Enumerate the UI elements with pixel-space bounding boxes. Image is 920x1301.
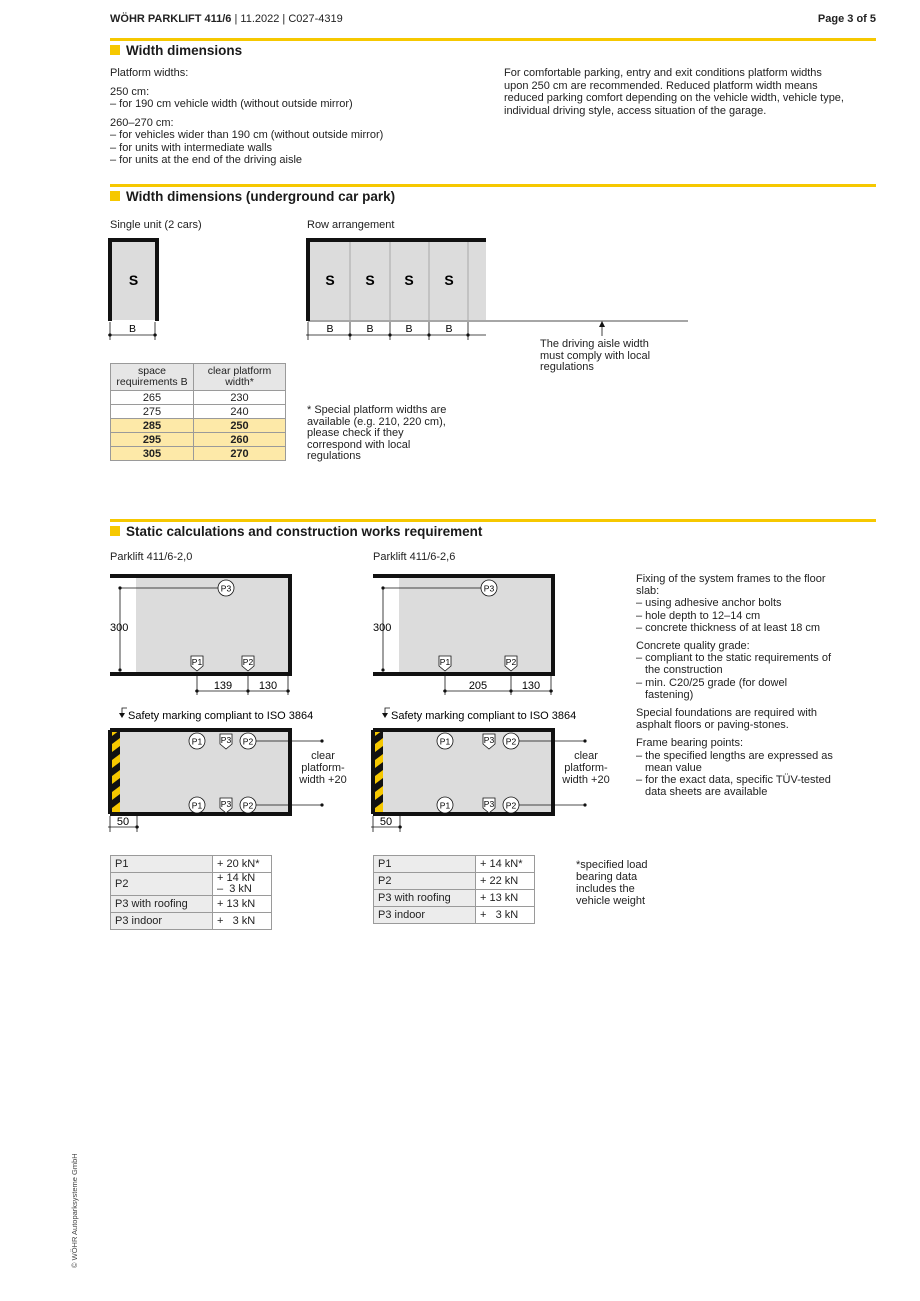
cell-platform-width: 260 (194, 433, 286, 447)
load-point: P3 indoor (374, 907, 476, 924)
table-row (111, 419, 286, 433)
table-row (374, 890, 535, 907)
section-title-underground (110, 189, 395, 204)
load-value: + 3 kN (476, 907, 535, 924)
header-page-number: Page 3 of 5 (817, 13, 876, 25)
dim-50: 50 (379, 816, 393, 828)
load-value: + 20 kN* (213, 856, 272, 873)
load-point: P2 (374, 873, 476, 890)
variant-b-label: Parklift 411/6-2,6 (373, 551, 456, 563)
fixing-notes (636, 573, 836, 798)
table-row (111, 447, 286, 461)
safety-label: Safety marking compliant to ISO 3864 (391, 710, 577, 722)
table-row (111, 405, 286, 419)
space-requirements-table (110, 363, 286, 461)
w250-title: 250 cm: (110, 85, 150, 98)
cell-platform-width: 270 (194, 447, 286, 461)
p3-label: P3 (220, 735, 232, 745)
fixing-title: Fixing of the system frames to the floor slab: (636, 573, 826, 598)
p2-label: P2 (242, 736, 254, 747)
p1-label: P1 (191, 657, 203, 667)
section-title-text: Width dimensions (underground car park) (126, 189, 396, 204)
platform-widths-block (110, 67, 490, 167)
load-value: + 14 kN* (476, 856, 535, 873)
row-arrangement-label: Row arrangement (307, 219, 395, 231)
p3-label: P3 (483, 799, 495, 809)
b-label: B (128, 323, 137, 335)
b-label: B (445, 323, 453, 335)
load-point: P2 (111, 873, 213, 896)
b-label: B (405, 323, 413, 335)
static-diagram-b (369, 570, 619, 840)
dim-1: 205 (468, 680, 488, 692)
p3-label: P3 (483, 583, 495, 594)
dim-height: 300 (110, 622, 129, 634)
row-arrangement-drawing (306, 240, 688, 340)
b-label: B (366, 323, 374, 335)
bearing-title: Frame bearing points: (636, 737, 743, 750)
safety-label: Safety marking compliant to ISO 3864 (128, 710, 314, 722)
load-table-a (110, 855, 272, 930)
w250-item: – for 190 cm vehicle width (without outside mirror) (110, 98, 353, 110)
b-label: B (326, 323, 334, 335)
concrete-item: – compliant to the static requirements of the construction (636, 652, 832, 677)
p1-label: P1 (191, 800, 203, 811)
header-product: WÖHR PARKLIFT 411/6 (110, 13, 232, 25)
load-point: P1 (374, 856, 476, 873)
clear-width-label-b: clear platform- width +20 (562, 750, 610, 786)
w260-title: 260–270 cm: (110, 116, 174, 129)
p2-label: P2 (242, 800, 254, 811)
p2-label: P2 (242, 657, 254, 667)
special-widths-note: * Special platform widths are available (e.g. 210, 220 cm), please check if they correspond with local regulations (307, 404, 447, 462)
copyright: © WÖHR Autoparksysteme GmbH (70, 1153, 79, 1268)
table-row (111, 873, 272, 896)
fixing-item: – using adhesive anchor bolts (636, 597, 782, 610)
cell-space-requirement: 295 (111, 433, 194, 447)
table-row (374, 856, 535, 873)
s-label: S (444, 272, 454, 288)
p3-label: P3 (220, 799, 232, 809)
w260-item: – for units with intermediate walls (110, 141, 273, 154)
dim-height: 300 (373, 622, 392, 634)
load-table-b (373, 855, 535, 924)
table-row (111, 913, 272, 930)
table-header-width: clear platform width* (194, 364, 286, 391)
header-doc-id (110, 13, 343, 25)
table-row (374, 907, 535, 924)
p1-label: P1 (439, 736, 451, 747)
header-meta: | 11.2022 | C027-4319 (231, 13, 343, 25)
load-value: + 3 kN (213, 913, 272, 930)
table-row (111, 856, 272, 873)
fixing-item: – hole depth to 12–14 cm (636, 609, 761, 622)
cell-space-requirement: 265 (111, 391, 194, 405)
dim-1: 139 (213, 680, 233, 692)
single-unit-drawing (108, 240, 157, 340)
load-point: P1 (111, 856, 213, 873)
load-point: P3 with roofing (374, 890, 476, 907)
p3-label: P3 (220, 583, 232, 594)
page-header (110, 13, 876, 29)
clear-width-label-a: clear platform- width +20 (299, 750, 347, 786)
section-title-width (110, 43, 242, 58)
s-label: S (128, 272, 139, 288)
section-title-text: Static calculations and construction works requirement (126, 524, 483, 539)
fixing-item: – concrete thickness of at least 18 cm (636, 621, 821, 634)
load-point: P3 with roofing (111, 896, 213, 913)
dim-2: 130 (258, 680, 278, 692)
s-label: S (404, 272, 414, 288)
concrete-item: – min. C20/25 grade (for dowel fastening) (636, 676, 788, 701)
p1-label: P1 (439, 800, 451, 811)
w260-item: – for vehicles wider than 190 cm (without outside mirror) (110, 129, 384, 141)
cell-platform-width: 250 (194, 419, 286, 433)
p2-label: P2 (505, 800, 517, 811)
variant-a-label: Parklift 411/6-2,0 (110, 551, 193, 563)
table-header-b: space requirements B (111, 364, 194, 391)
underground-diagram (100, 230, 700, 350)
bearing-item: – for the exact data, specific TÜV-tested data sheets are available (636, 774, 831, 799)
p2-label: P2 (505, 736, 517, 747)
cell-platform-width: 230 (194, 391, 286, 405)
comfort-note: For comfortable parking, entry and exit conditions platform widths upon 250 cm are recommended. Reduced platform width means reduced parking comfort depending on the vehicle width, vehicle type, individual driving style, access situation of the garage. (504, 67, 844, 117)
s-label: S (325, 272, 335, 288)
table-row (111, 433, 286, 447)
load-footnote: *specified load bearing data includes the vehicle weight (576, 859, 648, 907)
p2-label: P2 (505, 657, 517, 667)
p1-label: P1 (191, 736, 203, 747)
foundations-note: Special foundations are required with asphalt floors or paving-stones. (636, 707, 818, 732)
cell-space-requirement: 285 (111, 419, 194, 433)
cell-platform-width: 240 (194, 405, 286, 419)
table-row (374, 873, 535, 890)
aisle-note: The driving aisle width must comply with local regulations (540, 338, 651, 373)
section-marker-icon (110, 526, 120, 536)
section-title-text: Width dimensions (126, 43, 243, 58)
cell-space-requirement: 275 (111, 405, 194, 419)
header-rule (110, 38, 876, 41)
load-point: P3 indoor (111, 913, 213, 930)
table-row (111, 896, 272, 913)
dim-50: 50 (116, 816, 130, 828)
p3-label: P3 (483, 735, 495, 745)
load-value: + 14 kN – 3 kN (213, 873, 272, 896)
load-value: + 13 kN (476, 890, 535, 907)
single-unit-label: Single unit (2 cars) (110, 219, 202, 231)
static-diagram-a (106, 570, 356, 840)
s-label: S (365, 272, 375, 288)
row-platform (308, 240, 486, 320)
cell-space-requirement: 305 (111, 447, 194, 461)
dim-2: 130 (521, 680, 541, 692)
platform-widths-label: Platform widths: (110, 67, 189, 79)
section-rule (110, 184, 876, 187)
concrete-title: Concrete quality grade: (636, 640, 750, 653)
bearing-item: – the specified lengths are expressed as mean value (636, 749, 833, 774)
section-marker-icon (110, 191, 120, 201)
load-value: + 22 kN (476, 873, 535, 890)
table-row (111, 391, 286, 405)
p1-label: P1 (439, 657, 451, 667)
w260-item: – for units at the end of the driving aisle (110, 154, 303, 166)
section-marker-icon (110, 45, 120, 55)
section-title-static (110, 524, 482, 539)
load-value: + 13 kN (213, 896, 272, 913)
section-rule (110, 519, 876, 522)
